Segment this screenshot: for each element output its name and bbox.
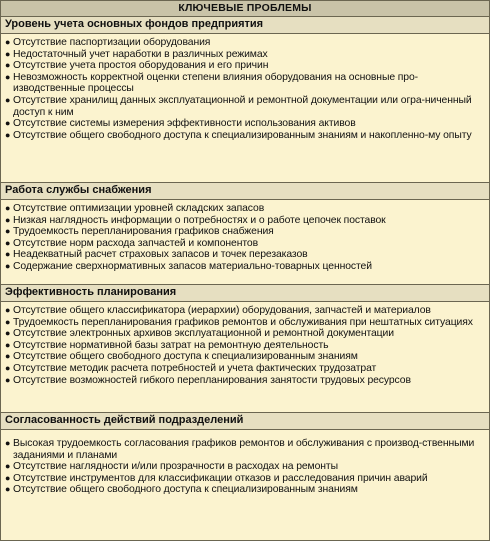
bullet-icon: ● bbox=[5, 339, 11, 350]
section-accounting bbox=[1, 17, 489, 183]
list-item: ● Трудоемкость перепланирования графиков ремонтов и обслуживания при нештатных ситуациях bbox=[5, 316, 473, 328]
list-item: ● Отсутствие общего свободного доступа к специализированным знаниям bbox=[5, 351, 358, 363]
section-planning bbox=[1, 285, 489, 413]
list-item: ● Отсутствие инструментов для классификации отказов и расследования причин аварий bbox=[5, 472, 428, 484]
bullet-icon: ● bbox=[5, 118, 11, 129]
section-title: Эффективность планирования bbox=[1, 285, 489, 302]
section-list bbox=[1, 302, 489, 413]
bullet-icon: ● bbox=[5, 461, 11, 472]
list-item: ● Содержание сверхнормативных запасов материально-товарных ценностей bbox=[5, 260, 372, 272]
section-list bbox=[1, 430, 489, 499]
bullet-icon: ● bbox=[5, 214, 11, 225]
bullet-icon: ● bbox=[5, 48, 11, 59]
section-title: Согласованность действий подразделений bbox=[1, 413, 489, 430]
list-item: ● Низкая наглядность информации о потребностях и о работе цепочек поставок bbox=[5, 214, 386, 226]
bullet-icon: ● bbox=[5, 71, 11, 82]
list-item: ● Высокая трудоемкость согласования графиков ремонтов и обслуживания с производ-ственными заданиями и планами bbox=[5, 438, 475, 461]
bullet-icon: ● bbox=[5, 37, 11, 47]
section-title: Работа службы снабжения bbox=[1, 183, 489, 200]
list-item: ● Отсутствие системы измерения эффективности использования активов bbox=[5, 118, 356, 130]
bullet-icon: ● bbox=[5, 94, 11, 105]
bullet-icon: ● bbox=[5, 438, 11, 448]
list-item: ● Отсутствие хранилищ данных эксплуатационной и ремонтной документации или огра-ниченный доступ к ним bbox=[5, 94, 472, 118]
list-item: ● Отсутствие паспортизации оборудования bbox=[5, 37, 211, 48]
section-list bbox=[1, 200, 489, 285]
bullet-icon: ● bbox=[5, 328, 11, 339]
bullet-icon: ● bbox=[5, 362, 11, 373]
list-item: ● Отсутствие наглядности и/или прозрачности в расходах на ремонты bbox=[5, 461, 338, 473]
list-item: ● Отсутствие электронных архивов эксплуатационной и ремонтной документации bbox=[5, 328, 394, 340]
section-title: Уровень учета основных фондов предприятия bbox=[1, 17, 489, 34]
section-list bbox=[1, 34, 489, 183]
bullet-icon: ● bbox=[5, 129, 11, 140]
section-supply bbox=[1, 183, 489, 285]
list-item: ● Отсутствие общего свободного доступа к специализированным знаниям и накопленно-му опыту bbox=[5, 129, 472, 141]
list-item: ● Отсутствие нормативной базы затрат на ремонтную деятельность bbox=[5, 339, 329, 351]
bullet-icon: ● bbox=[5, 60, 11, 71]
list-item: ● Отсутствие общего классификатора (иерархии) оборудования, запчастей и материалов bbox=[5, 305, 431, 316]
list-item: ● Отсутствие оптимизации уровней складских запасов bbox=[5, 203, 265, 214]
bullet-icon: ● bbox=[5, 249, 11, 260]
list-item: ● Отсутствие возможностей гибкого перепланирования занятости трудовых ресурсов bbox=[5, 374, 411, 386]
list-item: ● Недостаточный учет наработки в различных режимах bbox=[5, 48, 268, 60]
bullet-icon: ● bbox=[5, 237, 11, 248]
bullet-icon: ● bbox=[5, 260, 11, 271]
table-header: КЛЮЧЕВЫЕ ПРОБЛЕМЫ bbox=[1, 1, 489, 17]
bullet-icon: ● bbox=[5, 484, 11, 495]
bullet-icon: ● bbox=[5, 316, 11, 327]
bullet-icon: ● bbox=[5, 374, 11, 385]
list-item: ● Отсутствие методик расчета потребностей и учета фактических трудозатрат bbox=[5, 362, 377, 374]
list-item: ● Неадекватный расчет страховых запасов и точек перезаказов bbox=[5, 249, 308, 261]
bullet-icon: ● bbox=[5, 203, 11, 213]
list-item: ● Отсутствие норм расхода запчастей и компонентов bbox=[5, 237, 258, 249]
list-item: ● Трудоемкость перепланирования графиков снабжения bbox=[5, 226, 274, 238]
bullet-icon: ● bbox=[5, 351, 11, 362]
bullet-icon: ● bbox=[5, 305, 11, 315]
bullet-icon: ● bbox=[5, 472, 11, 483]
list-item: ● Отсутствие общего свободного доступа к специализированным знаниям bbox=[5, 484, 358, 496]
list-item: ● Невозможность корректной оценки степени влияния оборудования на основные про-изводственные процессы bbox=[5, 71, 419, 95]
section-coordination bbox=[1, 413, 489, 499]
bullet-icon: ● bbox=[5, 226, 11, 237]
list-item: ● Отсутствие учета простоя оборудования и его причин bbox=[5, 60, 269, 72]
